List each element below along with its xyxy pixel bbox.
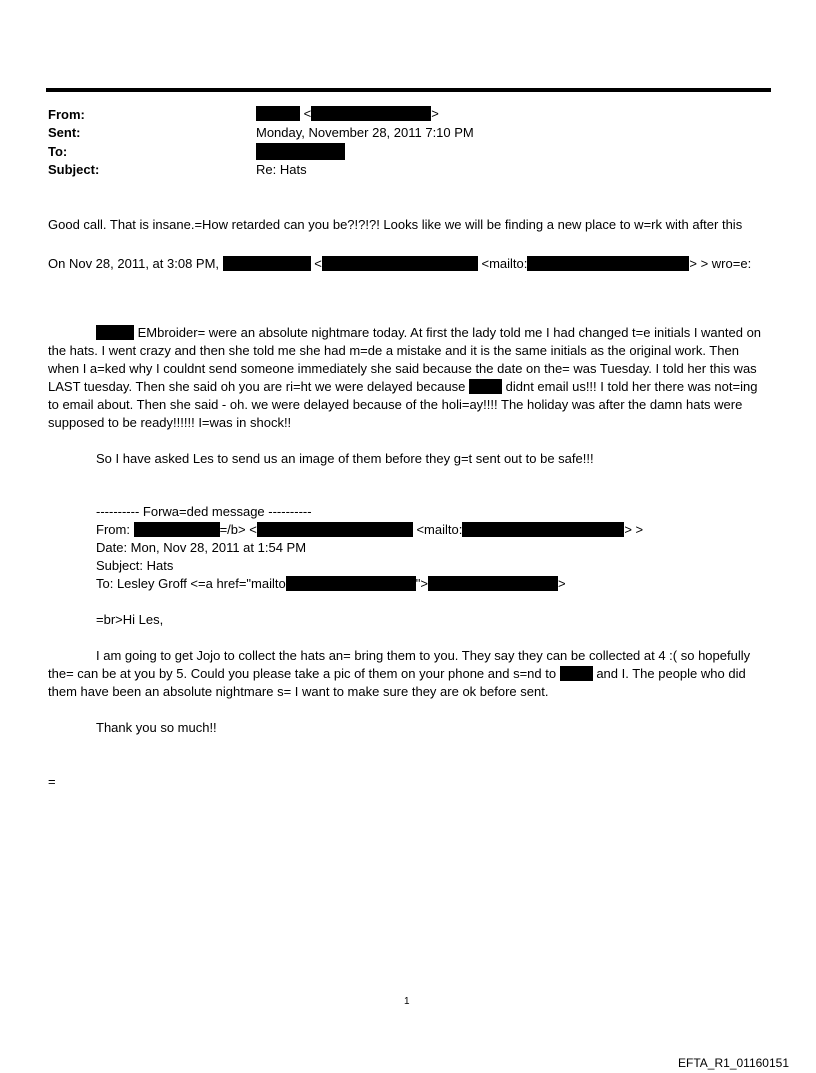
redaction xyxy=(322,256,478,271)
forwarded-from xyxy=(96,521,643,538)
fwd-from-label: From: xyxy=(96,522,130,537)
redaction xyxy=(469,379,502,394)
reply-line: Good call. That is insane.=How retarded can you be?!?!?! Looks like we will be finding a new place to w=rk with after this xyxy=(48,217,743,232)
redaction xyxy=(96,325,134,340)
redaction xyxy=(527,256,689,271)
to-value xyxy=(256,143,345,160)
thanks-line: Thank you so much!! xyxy=(96,720,217,735)
message-text-a: I am going to get Jojo to collect the hats an= bring them to you. They say they can be collected at 4 :( so hopefully the= can be at you by 5. Could you please take a pic of them on your phone and s=nd to xyxy=(48,648,751,681)
redaction xyxy=(256,106,300,121)
sent-label: Sent: xyxy=(48,125,81,140)
message-paragraph xyxy=(48,647,770,701)
fwd-from-mid: =/b> < xyxy=(219,522,257,537)
fwd-to-mid: "> xyxy=(415,576,428,591)
trailing-equals: = xyxy=(48,774,56,789)
document-id: EFTA_R1_01160151 xyxy=(678,1056,789,1070)
quote-tail: > > wro=e: xyxy=(689,256,752,271)
quote-lt: < xyxy=(314,256,322,271)
greeting: =br>Hi Les, xyxy=(96,612,164,627)
quoted-paragraph xyxy=(48,324,770,432)
redaction xyxy=(223,256,311,271)
redaction xyxy=(560,666,593,681)
fwd-to-pre: To: Lesley Groff <=a href="mailto xyxy=(96,576,286,591)
redaction xyxy=(134,522,220,537)
message-text-b: and I. The people who did them have been an absolute nightmare s= I want to make sure they are ok before sent. xyxy=(48,666,746,699)
redaction xyxy=(257,522,413,537)
quote-header xyxy=(48,255,751,272)
redaction xyxy=(256,143,345,160)
paragraph-text: So I have asked Les to send us an image of them before they g=t sent out to be safe!!! xyxy=(96,451,594,466)
forwarded-subject: Subject: Hats xyxy=(96,558,174,573)
sent-value: Monday, November 28, 2011 7:10 PM xyxy=(256,125,474,140)
quote-date: On Nov 28, 2011, at 3:08 PM, xyxy=(48,256,220,271)
from-label: From: xyxy=(48,107,85,122)
forwarded-to xyxy=(96,575,566,592)
quoted-paragraph-2 xyxy=(48,450,770,468)
from-lt: < xyxy=(303,106,312,121)
header-rule xyxy=(46,88,771,92)
redaction xyxy=(286,576,416,591)
redaction xyxy=(428,576,558,591)
paragraph-text-b: didnt email us!!! I told her there was not=ing to email about. Then she said - oh. we were delayed because of the holi=ay!!!! The holiday was after the damn hats were supposed to be ready!!!!!! I=was in shock!! xyxy=(48,379,758,430)
to-label: To: xyxy=(48,144,68,159)
fwd-to-tail: > xyxy=(557,576,566,591)
redaction xyxy=(462,522,624,537)
paragraph-text-a: EMbroider= were an absolute nightmare today. At first the lady told me I had changed t=e initials I wanted on the hats. I went crazy and then she told me she had m=de a mistake and it is the same initials as the original work. Then when I a=ked why I couldnt send someone immediately she said because the date on the= was Tuesday. I told her this was LAST tuesday. Then she said oh you are ri=ht we were delayed because xyxy=(48,325,762,394)
quote-mailto: <mailto: xyxy=(481,256,528,271)
subject-label: Subject: xyxy=(48,162,100,177)
from-value xyxy=(256,106,439,121)
fwd-from-tail: > > xyxy=(624,522,644,537)
from-gt: > xyxy=(431,106,439,121)
fwd-mailto: <mailto: xyxy=(416,522,463,537)
redaction xyxy=(311,106,431,121)
subject-value: Re: Hats xyxy=(256,162,307,177)
page-number: 1 xyxy=(404,996,410,1007)
forwarded-title: ---------- Forwa=ded message ---------- xyxy=(96,504,312,519)
forwarded-date: Date: Mon, Nov 28, 2011 at 1:54 PM xyxy=(96,540,307,555)
